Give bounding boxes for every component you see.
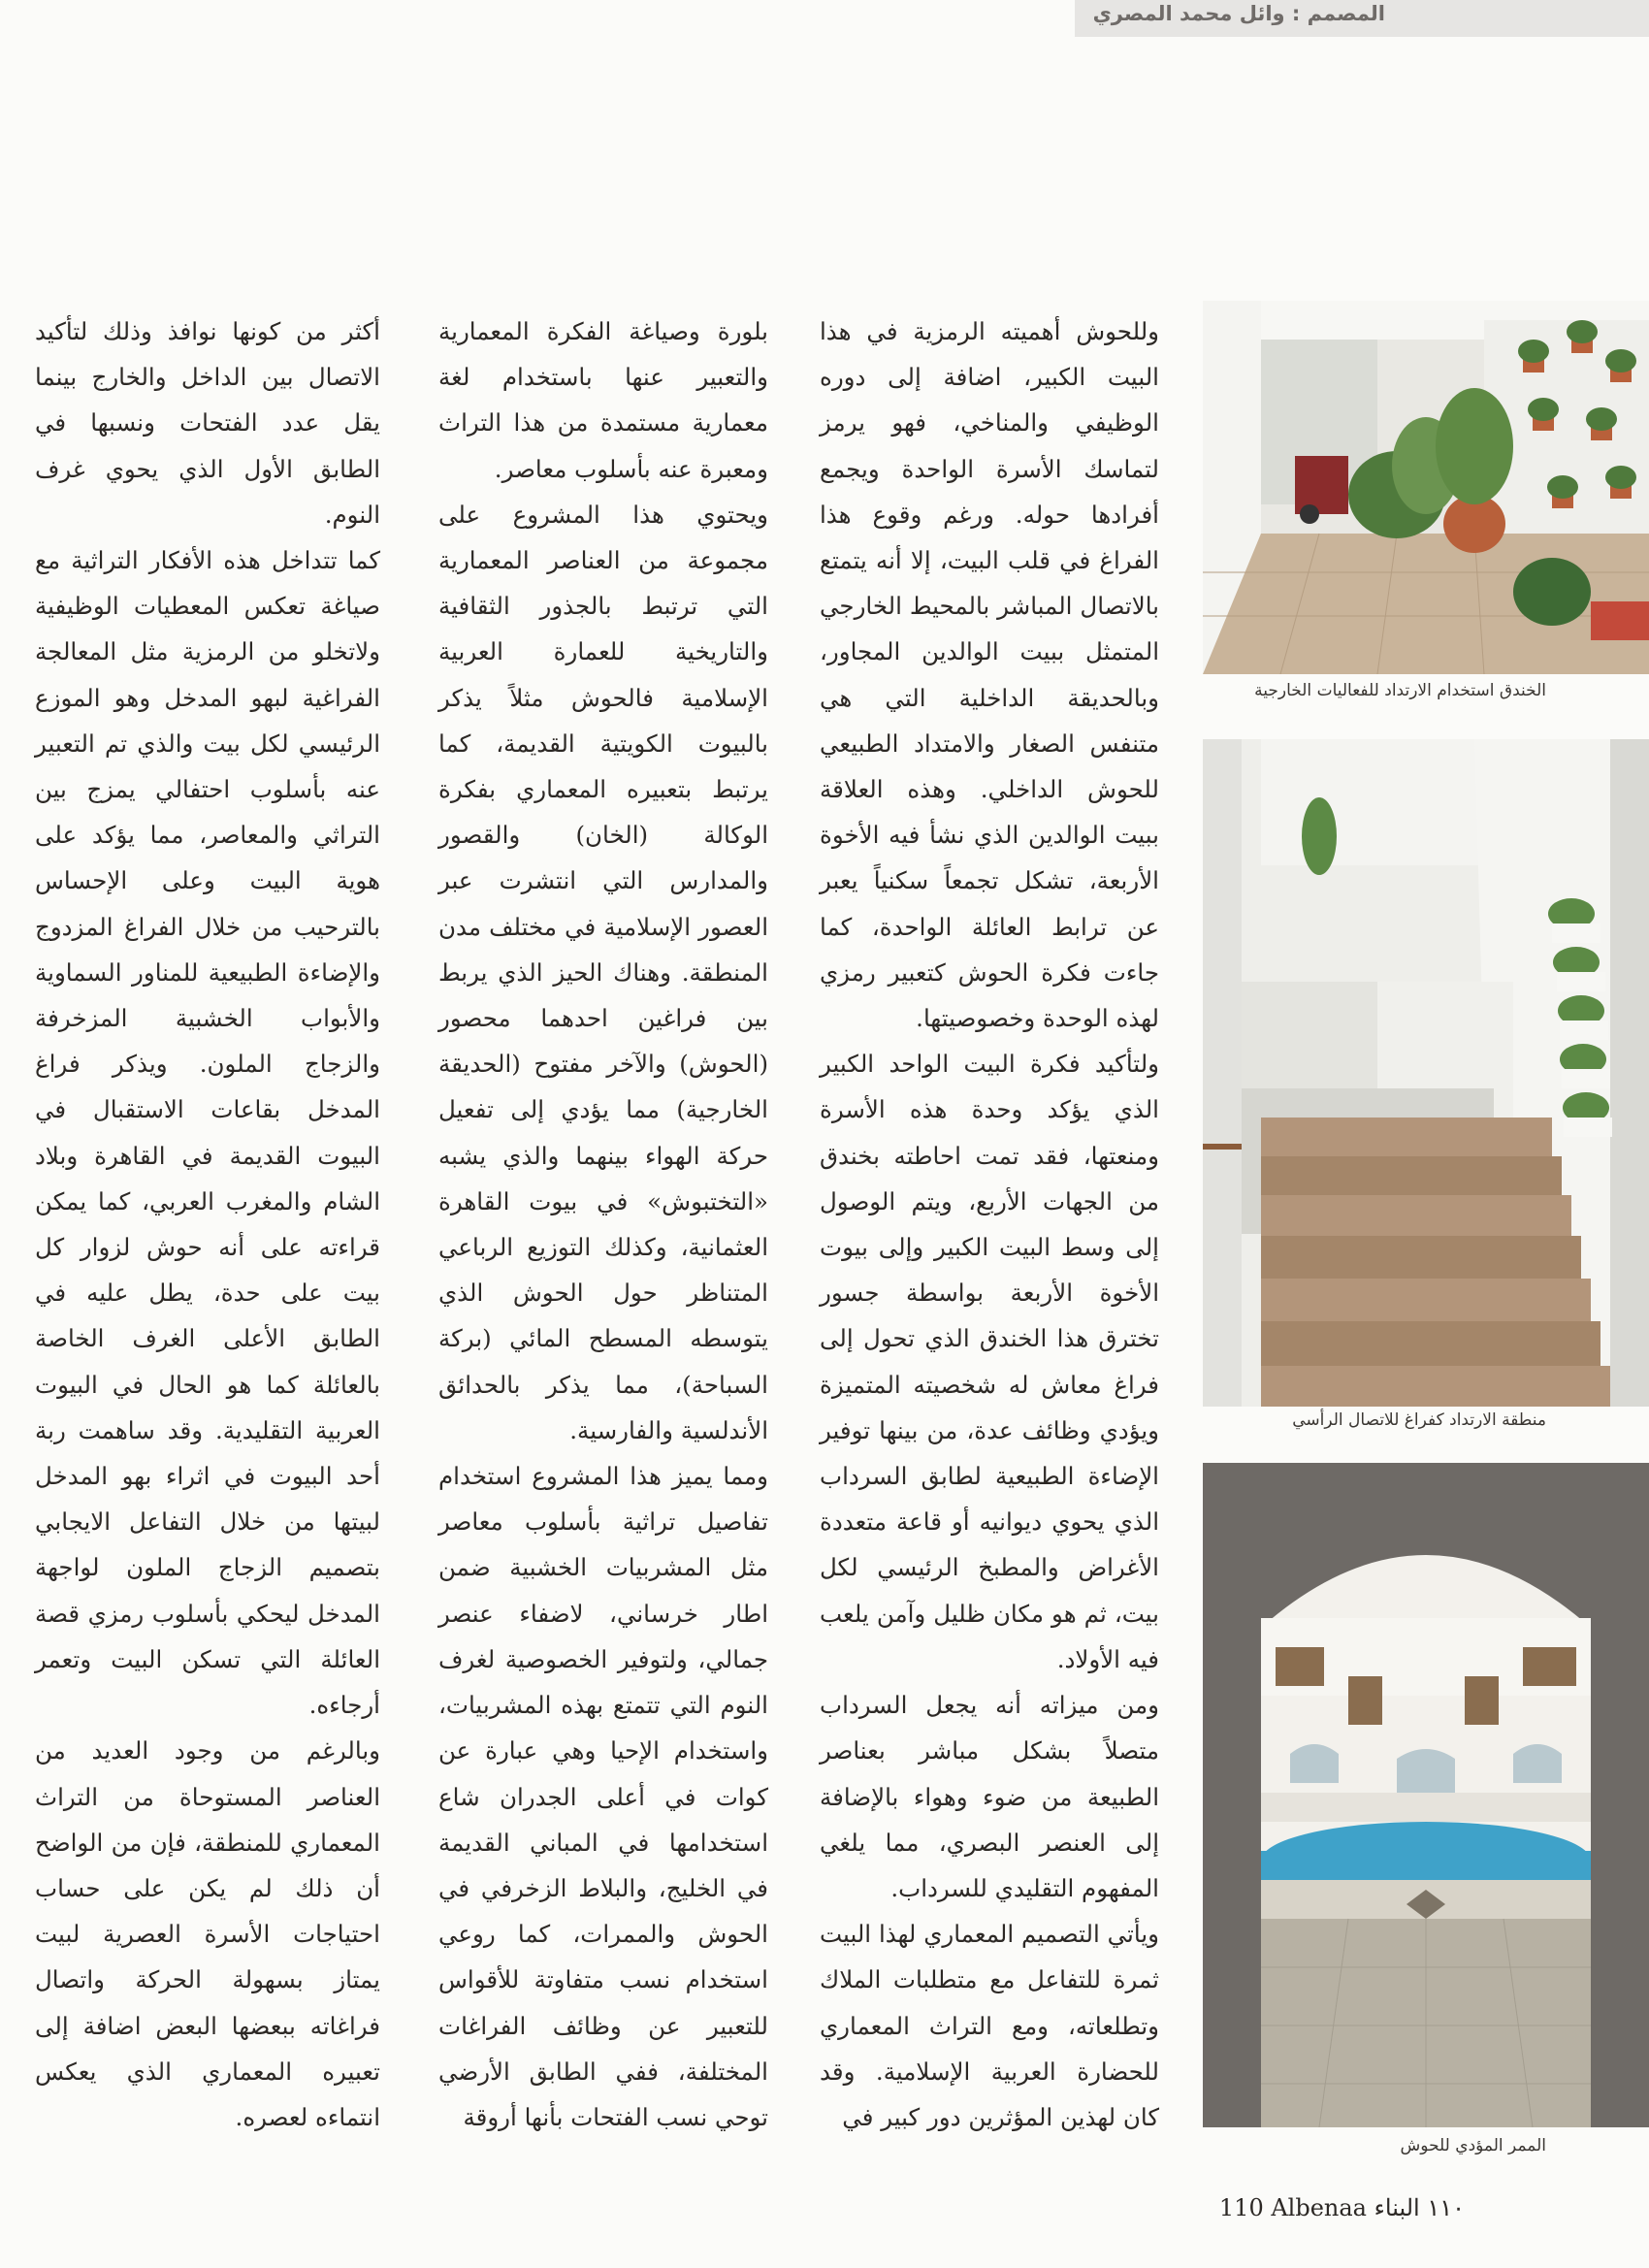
paragraph: أكثر من كونها نوافذ وذلك لتأكيد الاتصال بين الداخل والخارج بينما يقل عدد الفتحات ونسبها في الطابق الأول الذي يحوي غرف النوم.: [35, 317, 380, 529]
paragraph: بلورة وصياغة الفكرة المعمارية والتعبير عنها باستخدام لغة معمارية مستمدة من هذا التراث ومعبرة عنه بأسلوب معاصر.: [438, 317, 768, 483]
paragraph: ويحتوي هذا المشروع على مجموعة من العناصر المعمارية التي ترتبط بالجذور الثقافية والتاريخية للعمارة العربية الإسلامية فالحوش مثلاً يذكر بالبيوت الكويتية القديمة، كما يرتبط بتعبيره المعماري بفكرة الوكالة (الخان) والقصور والمدارس التي انتشرت عبر العصور الإسلامية في مختلف مدن المنطقة. وهناك الحيز الذي يربط بين فراغين احدهما محصور (الحوش) والآخر مفتوح (الحديقة الخارجية) مما يؤدي إلى تفعيل حركة الهواء بينهما والذي يشبه «التختبوش» في بيوت القاهرة العثمانية، وكذلك التوزيع الرباعي المتناظر حول الحوش الذي يتوسطه المسطح المائي (بركة السباحة)، مما يذكر بالحدائق الأندلسية والفارسية.: [438, 500, 768, 1444]
text-column-middle: [438, 308, 768, 2140]
photo-caption: الممر المؤدي للحوش: [1400, 2136, 1546, 2155]
photo-moat-courtyard: [1203, 301, 1649, 674]
paragraph: كما تتداخل هذه الأفكار التراثية مع صياغة تعكس المعطيات الوظيفية ولاتخلو من الرمزية مثل المعالجة الفراغية لبهو المدخل وهو الموزع الرئيسي لكل بيت والذي تم التعبير عنه بأسلوب احتفالي يمزج بين التراثي والمعاصر، مما يؤكد على هوية البيت وعلى الإحساس بالترحيب من خلال الفراغ المزدوج والإضاءة الطبيعية للمناور السماوية والأبواب الخشبية المزخرفة والزجاج الملون. ويذكر فراغ المدخل بقاعات الاستقبال في البيوت القديمة في القاهرة وبلاد الشام والمغرب العربي، كما يمكن قراءته على أنه حوش لزوار كل بيت على حدة، يطل عليه في الطابق الأعلى الغرف الخاصة بالعائلة كما هو الحال في البيوت العربية التقليدية. وقد ساهمت ربة أحد البيوت في اثراء بهو المدخل لبيتها من خلال التفاعل الايجابي بتصميم الزجاج الملون لواجهة المدخل ليحكي بأسلوب رمزي قصة العائلة التي تسكن البيت وتعمر أرجاءه.: [35, 546, 380, 1720]
text-column-right: [820, 308, 1159, 2140]
page-number: 110 Albenaa ١١٠ البناء: [1218, 2194, 1465, 2221]
photo-caption: الخندق استخدام الارتداد للفعاليات الخارجية: [1254, 681, 1546, 700]
photo-stairs: [1203, 739, 1649, 1407]
paragraph: ويأتي التصميم المعماري لهذا البيت ثمرة للتفاعل مع متطلبات الملاك وتطلعاته، ومع التراث المعماري للحضارة العربية الإسلامية. وقد كان لهذين المؤثرين دور كبير في: [820, 1920, 1159, 2131]
paragraph: ومما يميز هذا المشروع استخدام تفاصيل تراثية بأسلوب معاصر مثل المشربيات الخشبية ضمن اطار خرساني، لاضفاء عنصر جمالي، ولتوفير الخصوصية لغرف النوم التي تتمتع بهذه المشربيات، واستخدام الإحيا وهي عبارة عن كوات في أعلى الجدران شاع استخدامها في المباني القديمة في الخليج، والبلاط الزخرفي في الحوش والممرات، كما روعي استخدام نسب متفاوتة للأقواس للتعبير عن وظائف الفراغات المختلفة، ففي الطابق الأرضي توحي نسب الفتحات بأنها أروقة: [438, 1462, 768, 2131]
paragraph: ولتأكيد فكرة البيت الواحد الكبير الذي يؤكد وحدة هذه الأسرة ومنعتها، فقد تمت احاطته بخندق من الجهات الأربع، ويتم الوصول إلى وسط البيت الكبير وإلى بيوت الأخوة الأربعة بواسطة جسور تخترق هذا الخندق الذي تحول إلى فراغ معاش له شخصيته المتميزة ويؤدي وظائف عدة، من بينها توفير الإضاءة الطبيعية لطابق السرداب الذي يحوي ديوانيه أو قاعة متعددة الأغراض والمطبخ الرئيسي لكل بيت، ثم هو مكان ظليل وآمن يلعب فيه الأولاد.: [820, 1050, 1159, 1673]
paragraph: وللحوش أهميته الرمزية في هذا البيت الكبير، اضافة إلى دوره الوظيفي والمناخي، فهو يرمز لتماسك الأسرة الواحدة ويجمع أفرادها حوله. ورغم وقوع هذا الفراغ في قلب البيت، إلا أنه يتمتع بالاتصال المباشر بالمحيط الخارجي المتمثل ببيت الوالدين المجاور، وبالحديقة الداخلية التي هي متنفس الصغار والامتداد الطبيعي للحوش الداخلي. وهذه العلاقة ببيت الوالدين الذي نشأ فيه الأخوة الأربعة، تشكل تجمعاً سكنياً يعبر عن ترابط العائلة الواحدة، كما جاءت فكرة الحوش كتعبير رمزي لهذه الوحدة وخصوصيتها.: [820, 317, 1159, 1033]
paragraph: ومن ميزاته أنه يجعل السرداب متصلاً بشكل مباشر بعناصر الطبيعة من ضوء وهواء بالإضافة إلى العنصر البصري، مما يلغي المفهوم التقليدي للسرداب.: [820, 1691, 1159, 1902]
designer-strip: [1075, 0, 1649, 37]
paragraph: وبالرغم من وجود العديد من العناصر المستوحاة من التراث المعماري للمنطقة، فإن من الواضح أن ذلك لم يكن على حساب احتياجات الأسرة العصرية لبيت يمتاز بسهولة الحركة واتصال فراغاته ببعضها البعض اضافة إلى تعبيره المعماري الذي يعكس انتماءه لعصره.: [35, 1736, 380, 2131]
photo-caption: منطقة الارتداد كفراغ للاتصال الرأسي: [1292, 1410, 1546, 1430]
text-column-left: [35, 308, 380, 2140]
photo-archway-pool: [1203, 1463, 1649, 2127]
designer-credit: المصمم : وائل محمد المصري: [1092, 2, 1385, 25]
